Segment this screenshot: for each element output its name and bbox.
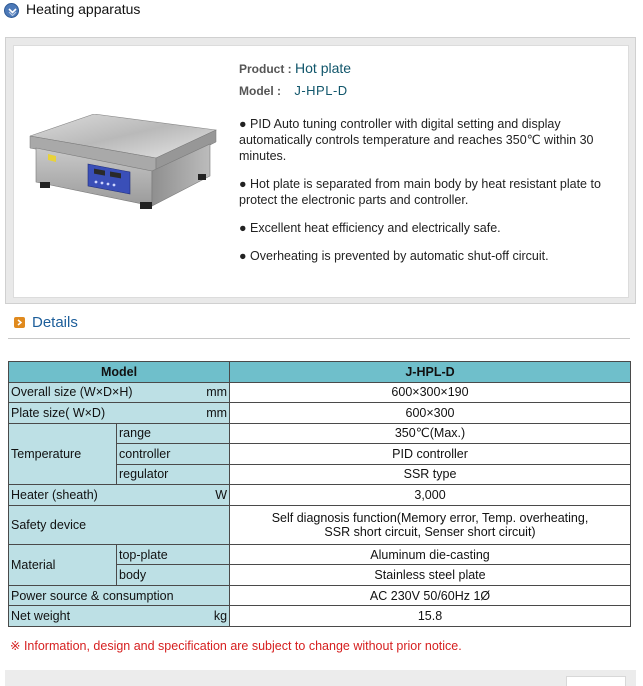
feature-item: ● Hot plate is separated from main body by heat resistant plate to protect the electronic parts and controller. (239, 177, 601, 207)
header-model: Model (9, 362, 230, 383)
material-top-value: Aluminum die-casting (230, 544, 631, 565)
table-row (9, 485, 631, 506)
feature-item: ● Excellent heat efficiency and electrically safe. (239, 221, 501, 235)
circle-chevron-icon (4, 3, 19, 18)
heater-value: 3,000 (230, 485, 631, 506)
material-body-label: body (117, 565, 230, 586)
details-divider (8, 338, 630, 339)
spec-table (8, 361, 631, 627)
safety-value (230, 505, 631, 544)
safety-value-line1: Self diagnosis function(Memory error, Temp. overheating, (271, 510, 589, 525)
safety-value-line2: SSR short circuit, Senser short circuit) (324, 524, 536, 539)
table-row (9, 382, 631, 403)
feature-item: ● Overheating is prevented by automatic shut-off circuit. (239, 249, 549, 263)
table-row (9, 544, 631, 565)
change-notice: ※ Information, design and specification are subject to change without prior notice. (10, 639, 462, 653)
power-label: Power source & consumption (9, 585, 230, 606)
safety-label: Safety device (9, 505, 230, 544)
heater-label-text: Heater (sheath) (11, 487, 98, 502)
table-row (9, 585, 631, 606)
page-title: Heating apparatus (26, 1, 141, 17)
plate-size-label-text: Plate size( W×D) (11, 405, 106, 420)
product-name-line (239, 60, 351, 76)
temperature-label: Temperature (9, 423, 117, 485)
feature-item: ● PID Auto tuning controller with digital setting and display automatically controls temperature and reaches 350℃ within 30 minutes. (239, 117, 594, 163)
table-row (9, 423, 631, 444)
weight-unit: kg (213, 609, 228, 624)
overall-size-unit: mm (206, 385, 228, 400)
temperature-range-value: 350℃(Max.) (230, 423, 631, 444)
temperature-regulator-label: regulator (117, 464, 230, 485)
model-line (239, 83, 348, 98)
overall-size-value: 600×300×190 (230, 382, 631, 403)
hot-plate-product-image (28, 114, 218, 214)
temperature-controller-value: PID controller (230, 444, 631, 465)
header-model-value: J-HPL-D (230, 362, 631, 383)
temperature-range-label: range (117, 423, 230, 444)
feature-list (239, 116, 629, 276)
material-label: Material (9, 544, 117, 585)
plate-size-value: 600×300 (230, 403, 631, 424)
temperature-controller-label: controller (117, 444, 230, 465)
plate-size-label (9, 403, 230, 424)
page-header (0, 0, 643, 28)
model-value: J-HPL-D (294, 83, 348, 98)
weight-label-text: Net weight (11, 609, 71, 624)
table-row (9, 606, 631, 627)
table-row (9, 505, 631, 544)
product-value: Hot plate (295, 60, 352, 76)
plate-size-unit: mm (206, 405, 228, 420)
model-label: Model : (239, 84, 281, 98)
footer-band (5, 670, 636, 686)
weight-label (9, 606, 230, 627)
footer-tab (566, 676, 626, 686)
overall-size-label-text: Overall size (W×D×H) (11, 385, 133, 400)
material-top-label: top-plate (117, 544, 230, 565)
temperature-regulator-value: SSR type (230, 464, 631, 485)
heater-label (9, 485, 230, 506)
table-row (9, 403, 631, 424)
overall-size-label (9, 382, 230, 403)
weight-value: 15.8 (230, 606, 631, 627)
details-title: Details (32, 314, 78, 331)
orange-square-chevron-icon (14, 317, 25, 328)
product-panel (5, 37, 636, 304)
heater-unit: W (215, 487, 228, 502)
material-body-value: Stainless steel plate (230, 565, 631, 586)
product-card (13, 45, 629, 298)
table-header-row (9, 362, 631, 383)
power-value: AC 230V 50/60Hz 1Ø (230, 585, 631, 606)
product-label: Product : (239, 62, 292, 76)
